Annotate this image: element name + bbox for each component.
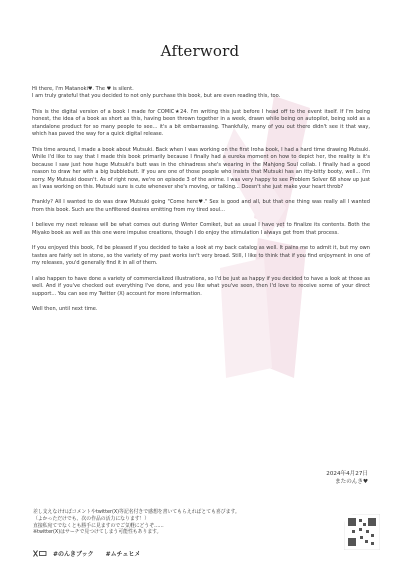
paragraph-greeting: Hi there, I'm Matanoki♥. The ♥ is silent. I am truly grateful that you decided to not only purchase this book, but are even reading this, too. — [32, 86, 281, 100]
japanese-note — [33, 509, 273, 536]
paragraph-come-here: Frankly? All I wanted to do was draw Mutsuki going "Come here♥." Sex is good and all, but that one thing was really all I wanted from this book. Such are the unfiltered desires emitting from my tired soul... — [32, 199, 370, 213]
hashtag-row — [33, 549, 152, 558]
japanese-line: 差し支えなければコメントやtwitter(X)等記名付きで感想を書いてもらえればとても喜びます。 — [33, 509, 240, 515]
signature-date: 2024年4月27日 — [326, 471, 368, 477]
paragraph-mutsuki: This time around, I made a book about Mutsuki. Back when I was working on the first Iroha book, I had a hard time drawing Mutsuki. While I'd like to say that I made this book primarily because I finally had a eureka moment on how to depict her, the reality is it's because I saw just how huge Mutsuki's butt was in the chinadress she's wearing in the Mahjong Soul collab. I finally had a good reason to draw her with a big bubblebutt. If you are one of those people who insists that Mutsuki has an itty-bitty booty, well... I'm sorry. My Mutsuki doesn't. As of right now, we're on episode 3 of the anime. I was very happy to see Problem Solver 68 show up just as I was working on this. Mutsuki sure is cute whenever she's moving, or talking... Doesn't she just make your heart throb? — [32, 146, 370, 190]
paragraph-back-catalog: If you enjoyed this book, I'd be pleased if you decided to take a look at my back catalog as well. It pains me to admit it, but my own tastes are fairly set in stone, so the variety of my past works isn't very broad. Still, I like to think that if you find enjoyment in one of my releases, you'd generally find it in all of them. — [32, 245, 370, 267]
paragraph-signoff: Well then, until next time. — [32, 305, 98, 312]
page-title: Afterword — [160, 42, 240, 60]
signature-name: またのんき♥ — [335, 478, 368, 485]
hashtag-nonki-book[interactable]: #のんきブック — [53, 551, 94, 558]
paragraph-digital-version: This is the digital version of a book I made for COMIC★24. I'm writing this just before I head off to the event itself. If I'm being honest, the idea of a book as short as this, having been thrown together in a week, drawn while being on autopilot, being sold as a standalone product for so many people to see... it's a bit embarrassing. Thankfully, many of you out there didn't see it that way, which has paved the way for a quick digital release. — [32, 108, 370, 138]
afterword-body — [32, 86, 370, 321]
japanese-line: ※twitter(X)はサーチで見つけてしまう可能性もあります。 — [33, 529, 162, 536]
paragraph-next-release: I believe my next release will be what comes out during Winter Comiket, but as usual I have yet to finalize its contents. Both the Miyako book as well as this one were impulse creations, though I do enjoy the stimulation I always get from that process. — [32, 222, 370, 236]
signature-block — [326, 471, 368, 486]
paragraph-commercial-illustrations: I also happen to have done a variety of commercialized illustrations, so I'd be just as happy if you decided to have a look at those as well. And if you've checked out everything I've done, and you like what you've seen, then I'd love to receive some of your direct support... You can see my Twitter (X) account for more information. — [32, 275, 370, 297]
hashtag-muchuhime[interactable]: #ムチュヒメ — [105, 551, 141, 558]
qr-code-icon — [344, 514, 380, 550]
x-logo-icon — [33, 550, 47, 557]
japanese-line: （よかっただけでも、次の作品の活力になります！） — [33, 515, 150, 522]
japanese-line: 直接私宛てでなくとも勝手に見ますのでご気軽にどうぞ…… — [33, 522, 164, 529]
